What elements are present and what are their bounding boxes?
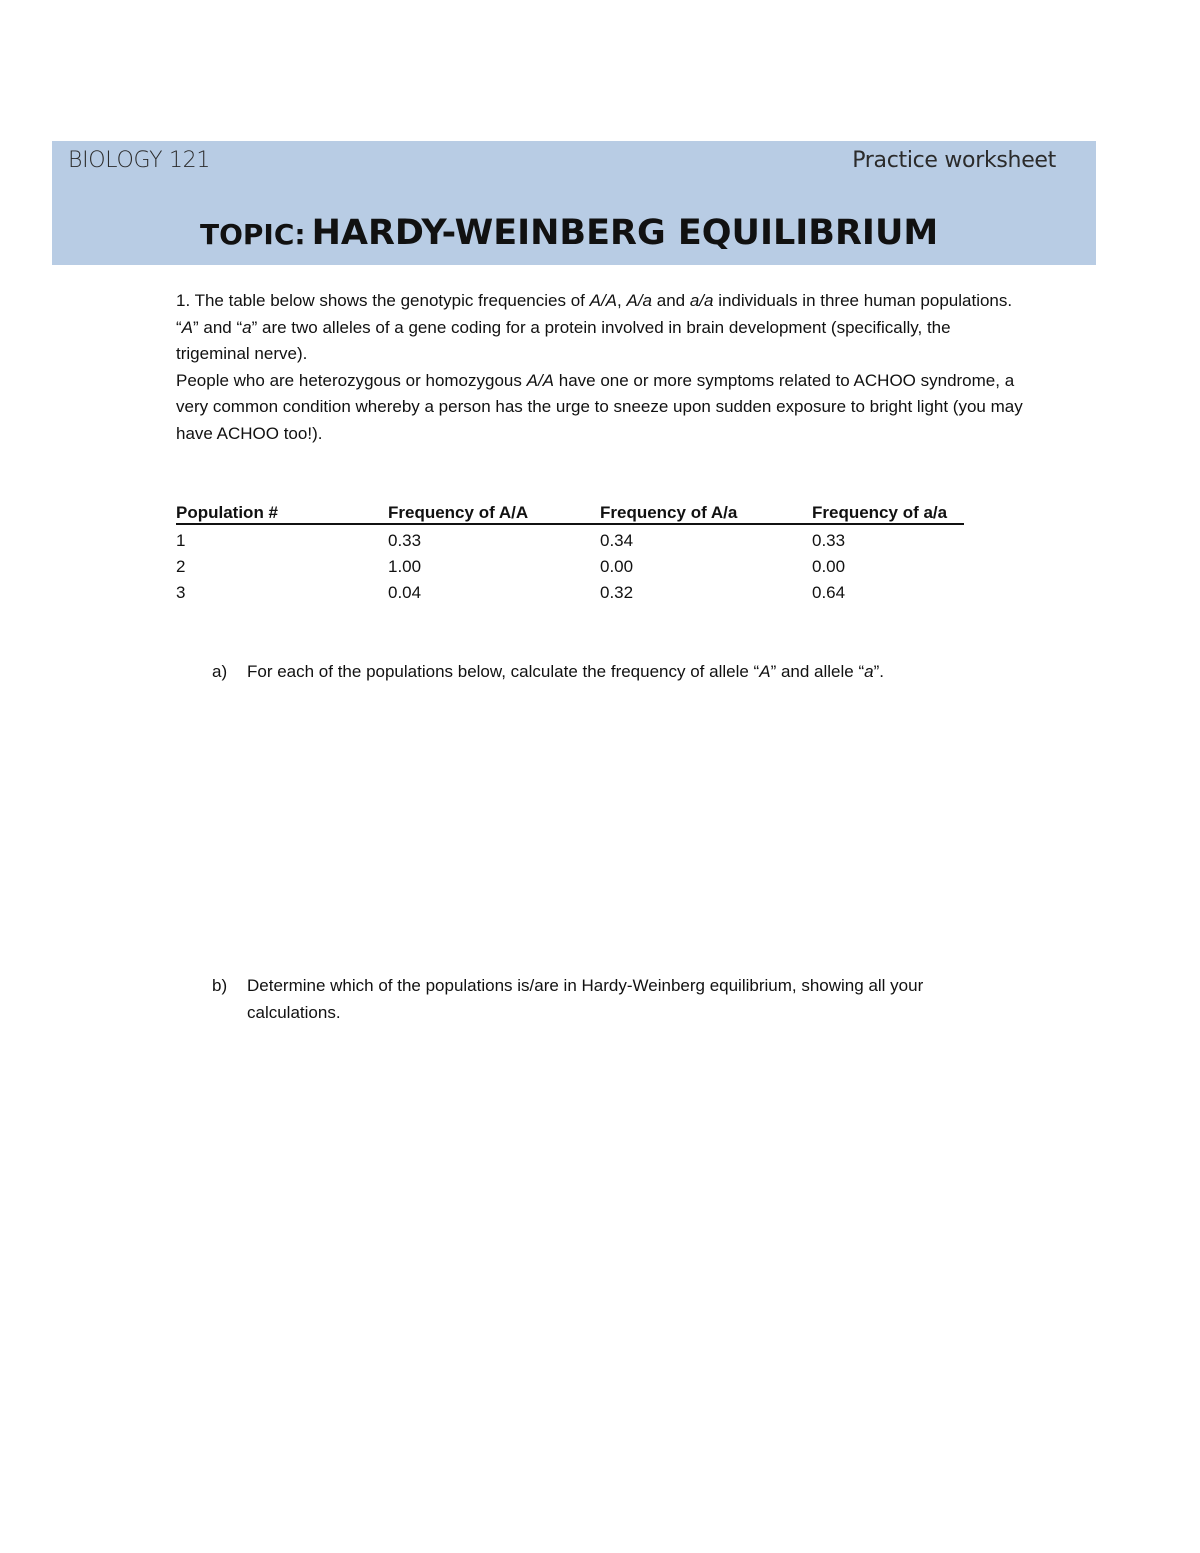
table-cell: 0.33 xyxy=(812,531,846,550)
intro-paragraph-1 xyxy=(176,288,1026,368)
allele-label: A xyxy=(181,317,194,337)
allele-label: a xyxy=(242,317,252,337)
question-a xyxy=(212,658,1017,685)
column-header-freq-Aa: Frequency of A/a xyxy=(600,499,812,524)
column-header-freq-AA: Frequency of A/A xyxy=(388,499,600,524)
table-row xyxy=(176,524,964,551)
table-cell: 2 xyxy=(176,557,186,576)
question-a-marker: a) xyxy=(212,662,228,681)
question-b-text: Determine which of the populations is/are in Hardy-Weinberg equilibrium, showing all your calculations. xyxy=(247,976,924,1022)
intro-text: People who are heterozygous or homozygous xyxy=(176,370,527,390)
allele-label: A xyxy=(759,662,771,681)
intro-text: individuals in three human populations. “ xyxy=(176,291,1013,337)
intro-text: 1. The table below shows the genotypic frequencies of xyxy=(176,291,590,310)
intro-text: have one or more symptoms related to ACHOO syndrome, a very common condition whereby a person has the urge to sneeze upon sudden exposure to bright light (you may have ACHOO too!). xyxy=(176,370,1023,443)
question-b-marker: b) xyxy=(212,976,228,995)
question-b xyxy=(212,972,1017,1026)
genotype-frequency-table xyxy=(176,499,964,603)
column-header-population: Population # xyxy=(176,499,388,524)
question-text: ”. xyxy=(873,662,884,681)
genotype-label: a/a xyxy=(689,291,714,310)
question-1-intro xyxy=(176,288,1026,447)
genotype-label: A/A xyxy=(589,291,618,310)
intro-text: and xyxy=(652,291,690,310)
topic-prefix: TOPIC: xyxy=(200,218,306,251)
allele-label: a xyxy=(864,662,874,681)
table-cell: 3 xyxy=(176,583,186,602)
question-text: ” and allele “ xyxy=(770,662,865,681)
table-cell: 0.32 xyxy=(600,583,634,602)
topic-title: HARDY-WEINBERG EQUILIBRIUM xyxy=(311,213,939,253)
table-cell: 0.34 xyxy=(600,531,634,550)
genotype-label: A/a xyxy=(626,291,653,310)
table-cell: 0.33 xyxy=(388,531,422,550)
question-text: For each of the populations below, calculate the frequency of allele “ xyxy=(247,662,760,681)
intro-text: , xyxy=(617,291,627,310)
table-cell: 0.00 xyxy=(812,557,846,576)
table-header-row xyxy=(176,499,964,524)
question-a-text xyxy=(247,658,1017,685)
course-label: BIOLOGY 121 xyxy=(68,148,211,173)
column-header-freq-aa: Frequency of a/a xyxy=(812,499,964,524)
table-row xyxy=(176,551,964,577)
table-cell: 1 xyxy=(176,531,186,550)
page-title xyxy=(200,213,938,253)
intro-text: ” and “ xyxy=(193,317,243,337)
worksheet-type-label: Practice worksheet xyxy=(852,148,1056,173)
intro-paragraph-2 xyxy=(176,368,1026,448)
intro-text: ” are two alleles of a gene coding for a protein involved in brain development (specifically, the trigeminal nerve). xyxy=(176,317,951,363)
table-cell: 1.00 xyxy=(388,557,422,576)
genotype-label: A/A xyxy=(526,370,555,390)
table-cell: 0.64 xyxy=(812,583,846,602)
table-cell: 0.00 xyxy=(600,557,634,576)
table-row xyxy=(176,577,964,603)
table-cell: 0.04 xyxy=(388,583,422,602)
header-banner xyxy=(52,141,1096,265)
